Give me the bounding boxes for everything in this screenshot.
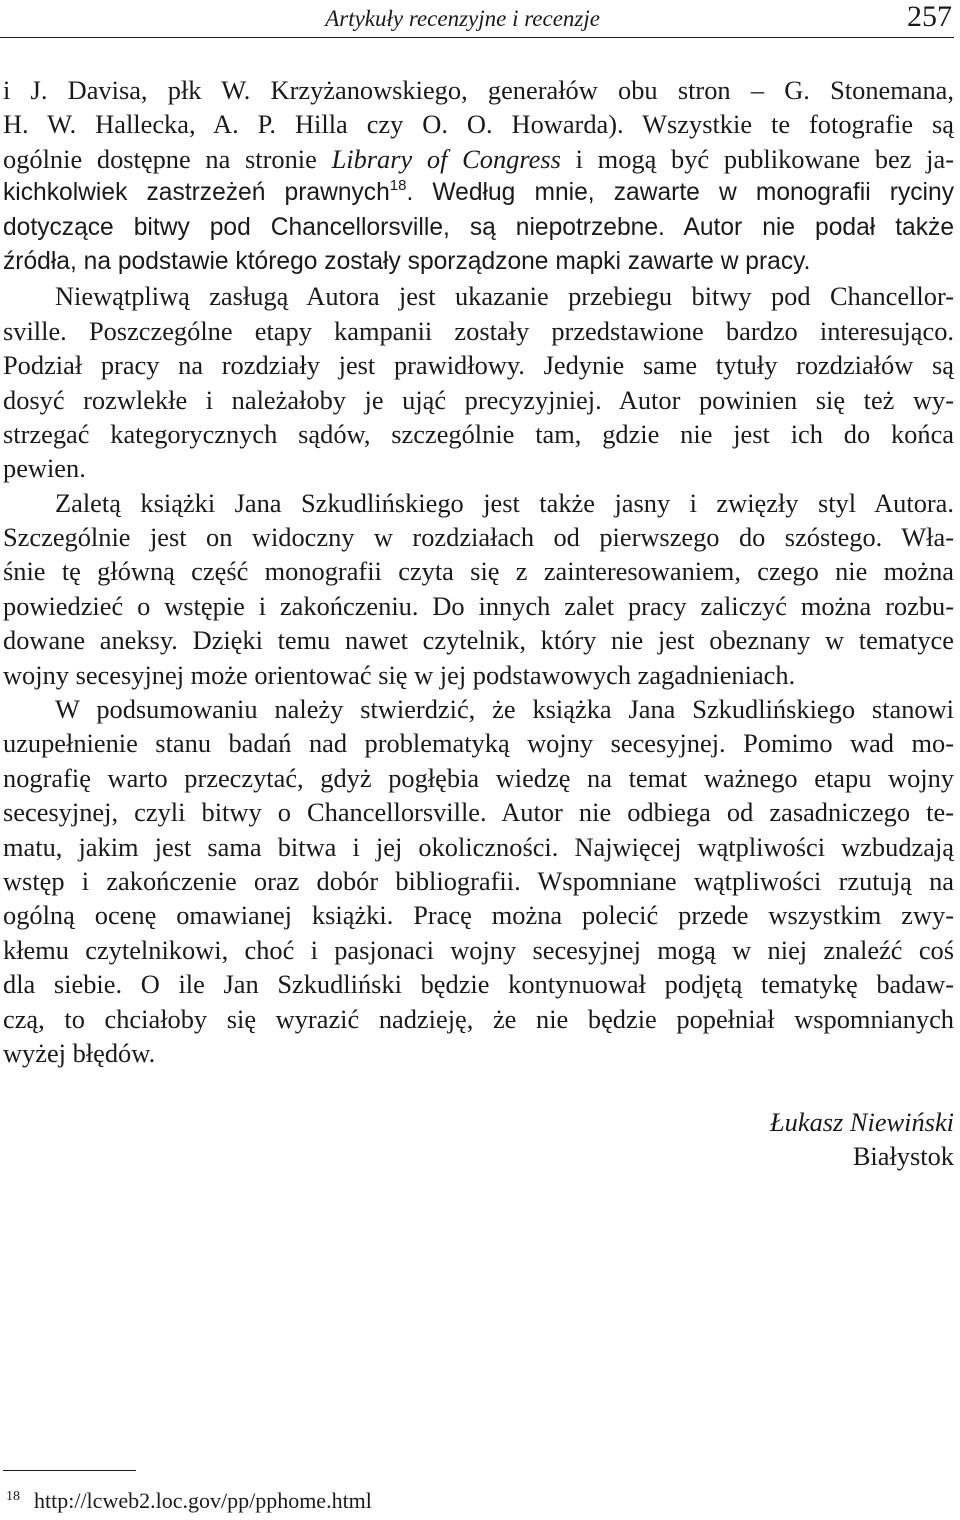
text-line: strzegać kategorycznych sądów, szczególnie tam, gdzie nie jest ich do końca	[3, 418, 954, 449]
text-line: wojny secesyjnej może orientować się w jej podstawowych zagadnieniach.	[3, 659, 796, 690]
text-span: . Według mnie, zawarte w monografii ryciny	[406, 179, 954, 207]
text-line: Podział pracy na rozdziały jest prawidłowy. Jedynie same tytuły rozdziałów są	[3, 350, 954, 381]
text-span: ogólnie dostępne na stronie	[3, 143, 317, 174]
text-line: i J. Davisa, płk W. Krzyżanowskiego, generałów obu stron – G. Stonemana,	[3, 75, 954, 105]
paragraph-first-line: Niewątpliwą zasługą Autora jest ukazanie przebiegu bitwy pod Chancellor-	[55, 281, 954, 312]
paragraph-first-line: W podsumowaniu należy stwierdzić, że książka Jana Szkudlińskiego stanowi	[55, 694, 954, 725]
author-affiliation-place: Białystok	[852, 1141, 954, 1171]
running-header	[0, 0, 954, 38]
text-line: nografię warto przeczytać, gdyż pogłębia wiedzę na temat ważnego etapu wojny	[3, 762, 954, 793]
italic-title-library-of-congress: Library of Congress	[331, 143, 561, 174]
footnote-reference: 18	[389, 177, 407, 195]
footnote	[6, 1487, 372, 1515]
text-line: pewien.	[3, 453, 86, 484]
footnote-link[interactable]: http://lcweb2.loc.gov/pp/pphome.html	[34, 1488, 372, 1513]
text-line: źródła, na podstawie którego zostały sporządzone mapki zawarte w pracy.	[3, 247, 811, 275]
text-line: ogólną ocenę omawianej książki. Pracę można polecić przede wszystkim zwy-	[3, 900, 954, 931]
article-body	[3, 73, 954, 1070]
text-line: dla siebie. O ile Jan Szkudliński będzie kontynuował podjętą tematykę badaw-	[3, 969, 954, 1000]
text-line: sville. Poszczególne etapy kampanii zostały przedstawione bardzo interesująco.	[3, 315, 954, 346]
text-span: i mogą być publikowane bez ja-	[575, 143, 955, 174]
text-line: powiedzieć o wstępie i zakończeniu. Do innych zalet pracy zaliczyć można rozbu-	[3, 590, 954, 621]
text-span: kichkolwiek zastrzeżeń prawnych	[3, 179, 390, 207]
paragraph-first-line: Zaletą książki Jana Szkudlińskiego jest także jasny i zwięzły styl Autora.	[55, 487, 954, 518]
text-line: dosyć rozwlekłe i należałoby je ująć precyzyjniej. Autor powinien się też wy-	[3, 384, 954, 415]
running-title: Artykuły recenzyjne i recenzje	[325, 6, 600, 31]
text-line	[3, 176, 954, 210]
text-line: uzupełnienie stanu badań nad problematyką wojny secesyjnej. Pomimo wad mo-	[3, 728, 954, 759]
text-line: wyżej błędów.	[3, 1037, 156, 1068]
author-signature	[770, 1105, 954, 1173]
author-name: Łukasz Niewiński	[769, 1107, 954, 1137]
text-line	[3, 142, 954, 176]
text-line: wstęp i zakończenie oraz dobór bibliografii. Wspomniane wątpliwości rzutują na	[3, 865, 954, 896]
text-line: dotyczące bitwy pod Chancellorsville, są niepotrzebne. Autor nie podał także	[3, 213, 954, 241]
text-line: kłemu czytelnikowi, choć i pasjonaci wojny secesyjnej mogą w niej znaleźć coś	[3, 934, 954, 965]
text-line: Szczególnie jest on widoczny w rozdziałach od pierwszego do szóstego. Wła-	[3, 522, 954, 553]
footnote-number: 18	[6, 1489, 20, 1504]
text-line: H. W. Hallecka, A. P. Hilla czy O. O. Howarda). Wszystkie te fotografie są	[3, 109, 954, 140]
footnote-divider	[3, 1470, 136, 1471]
text-line: śnie tę główną część monografii czyta się z zainteresowaniem, czego nie można	[3, 556, 954, 587]
page-number: 257	[907, 0, 952, 33]
text-line: secesyjnej, czyli bitwy o Chancellorsville. Autor nie odbiega od zasadniczego te-	[3, 797, 954, 828]
text-line: dowane aneksy. Dzięki temu nawet czytelnik, który nie jest obeznany w tematyce	[3, 625, 954, 656]
text-line: czą, to chciałoby się wyrazić nadzieję, że nie będzie popełniał wspomnianych	[3, 1003, 954, 1034]
text-line: matu, jakim jest sama bitwa i jej okoliczności. Najwięcej wątpliwości wzbudzają	[3, 831, 954, 862]
